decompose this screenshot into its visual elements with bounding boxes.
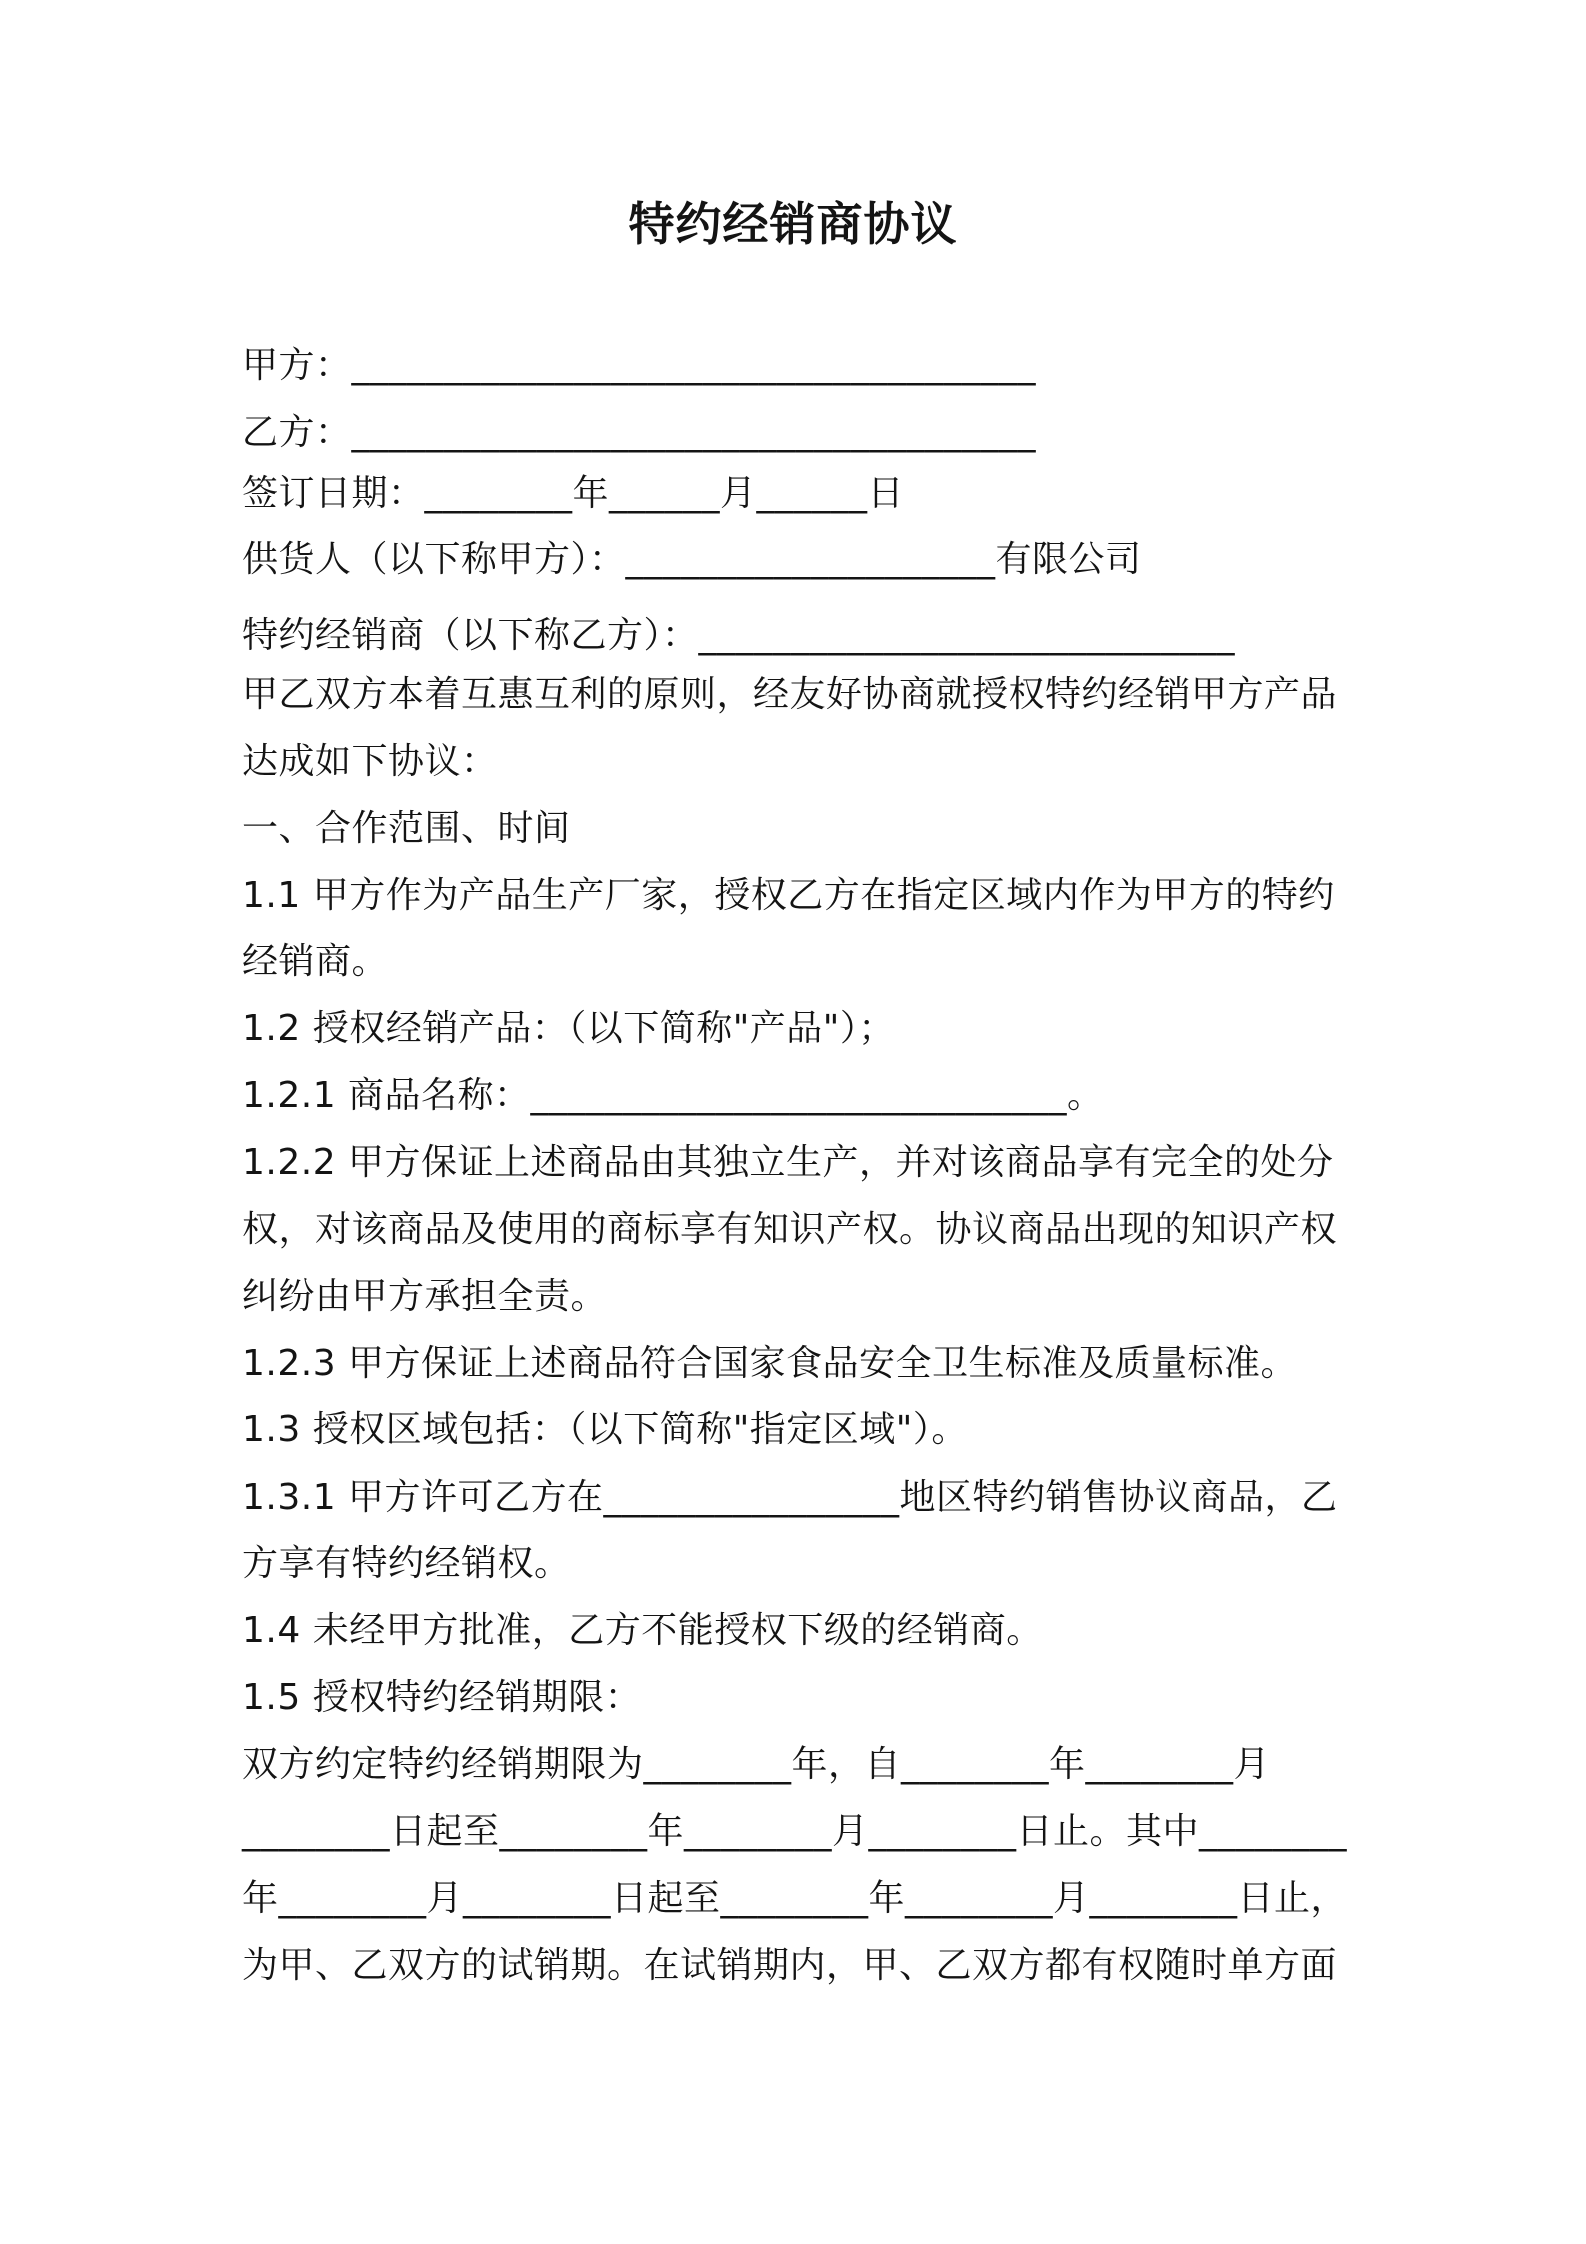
clause-1-3-1-line-1: 1.3.1 甲方许可乙方在________________地区特约销售协议商品，乙 [242, 1477, 1338, 1518]
clause-1-3: 1.3 授权区域包括：（以下简称"指定区域"）。 [242, 1409, 968, 1450]
term-line-1: 双方约定特约经销期限为________年，自________年________月 [242, 1744, 1271, 1785]
clause-1-2-3: 1.2.3 甲方保证上述商品符合国家食品安全卫生标准及质量标准。 [242, 1343, 1298, 1384]
clause-1-4: 1.4 未经甲方批准，乙方不能授权下级的经销商。 [242, 1610, 1043, 1651]
clause-1-3-1-line-2: 方享有特约经销权。 [242, 1543, 571, 1584]
clause-1-2-2-line-2: 权，对该商品及使用的商标享有知识产权。协议商品出现的知识产权 [242, 1209, 1338, 1250]
section-heading-1: 一、合作范围、时间 [242, 808, 571, 849]
supplier-line: 供货人（以下称甲方）：____________________有限公司 [242, 539, 1142, 580]
document-title: 特约经销商协议 [628, 197, 958, 251]
term-line-2: ________日起至________年________月________日止。其中________ [242, 1811, 1348, 1852]
term-line-4: 为甲、乙双方的试销期。在试销期内，甲、乙双方都有权随时单方面 [242, 1945, 1338, 1986]
preamble-line-1: 甲乙双方本着互惠互利的原则，经友好协商就授权特约经销甲方产品 [242, 674, 1338, 715]
signing-date-line: 签订日期：________年______月______日 [242, 473, 905, 514]
clause-1-1-line-2: 经销商。 [242, 941, 389, 982]
party-a-line: 甲方：_____________________________________ [242, 345, 1037, 386]
clause-1-2-1: 1.2.1 商品名称：_____________________________。 [242, 1075, 1104, 1116]
clause-1-2-2-line-1: 1.2.2 甲方保证上述商品由其独立生产，并对该商品享有完全的处分 [242, 1142, 1334, 1183]
clause-1-2: 1.2 授权经销产品：（以下简称"产品"）； [242, 1008, 895, 1049]
term-line-3: 年________月________日起至________年________月________日止， [242, 1878, 1348, 1919]
clause-1-1-line-1: 1.1 甲方作为产品生产厂家，授权乙方在指定区域内作为甲方的特约 [242, 875, 1335, 916]
clause-1-5: 1.5 授权特约经销期限： [242, 1677, 642, 1718]
clause-1-2-2-line-3: 纠纷由甲方承担全责。 [242, 1276, 608, 1317]
party-b-line: 乙方：_____________________________________ [242, 412, 1037, 453]
preamble-line-2: 达成如下协议： [242, 741, 498, 782]
distributor-line: 特约经销商（以下称乙方）：_____________________________ [242, 615, 1236, 656]
